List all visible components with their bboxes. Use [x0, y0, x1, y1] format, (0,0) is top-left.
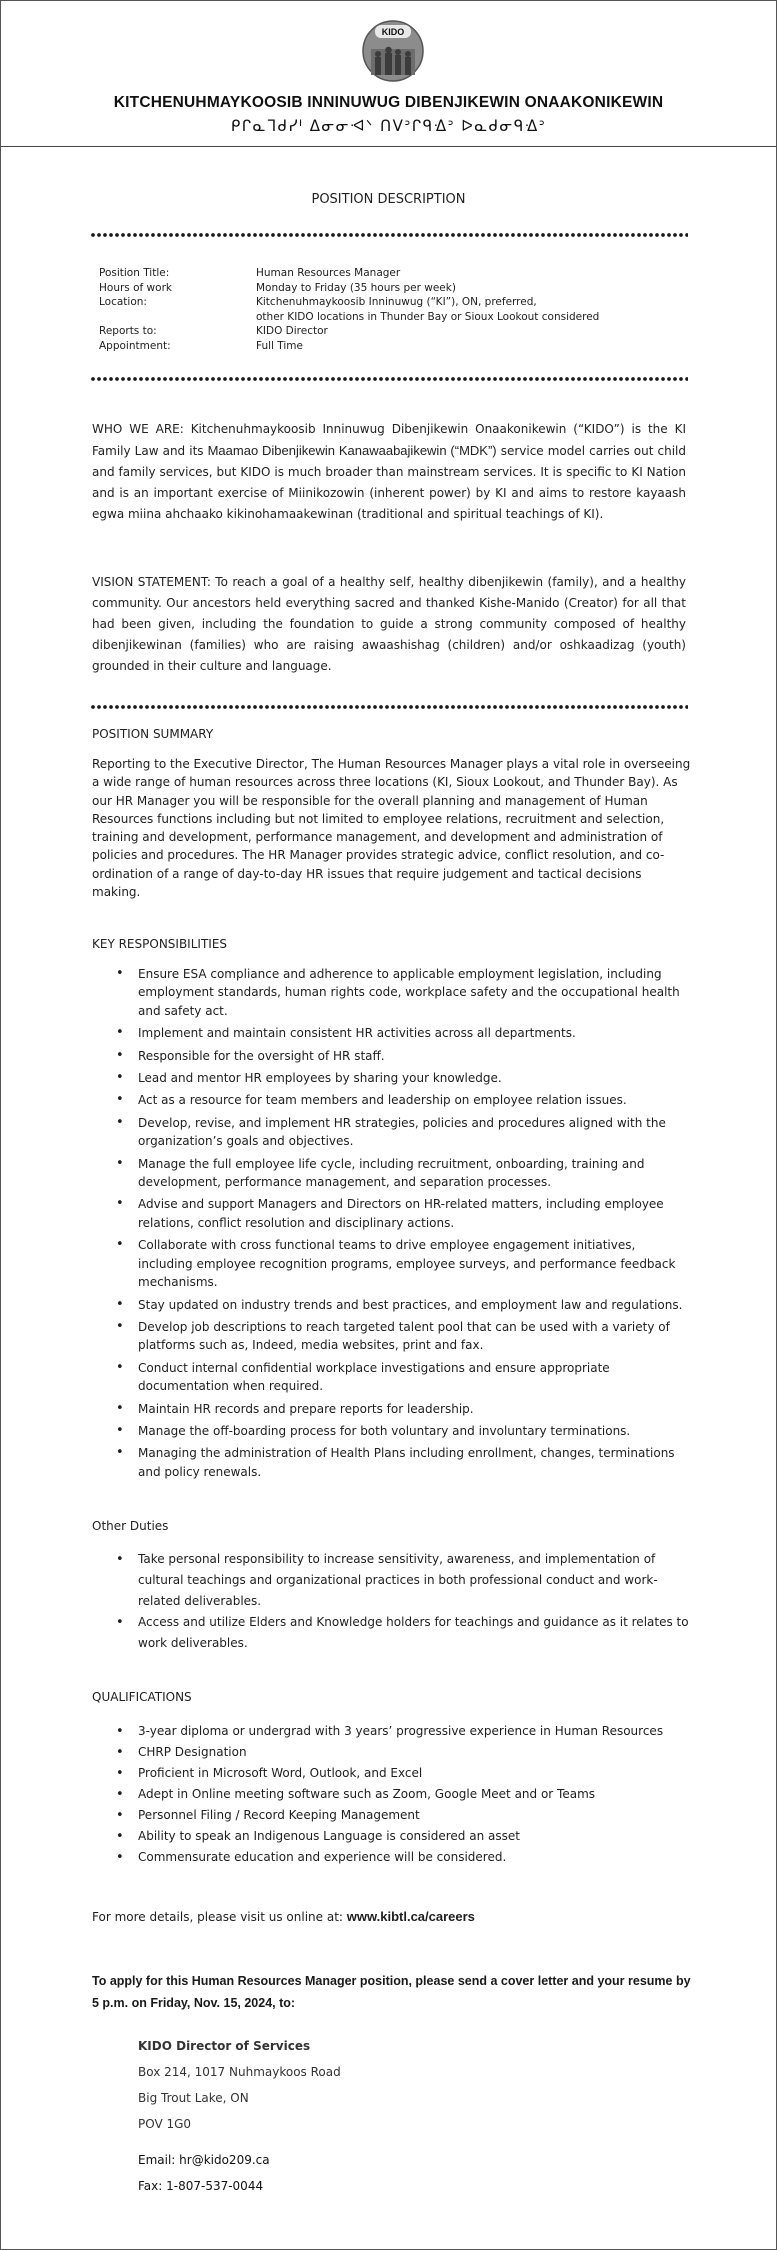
- dotted-divider: [90, 705, 688, 709]
- other-duties-heading: Other Duties: [92, 1519, 169, 1533]
- info-label: Reports to:: [99, 325, 157, 337]
- apply-instructions: To apply for this Human Resources Manager position, please send a cover letter and your resume by 5 p.m. on Friday, Nov. 15, 2024, to:: [92, 1974, 691, 2010]
- position-info-table: [99, 266, 636, 353]
- list-item: • Ensure ESA compliance and adherence to applicable employment legislation, including employment standards, human rights code, workplace safety and the occupational health and safety act.: [92, 965, 692, 1020]
- vision-label: VISION STATEMENT: [92, 575, 207, 589]
- info-label: Position Title:: [99, 267, 170, 279]
- document-title: POSITION DESCRIPTION: [311, 192, 466, 207]
- info-value: Kitchenuhmaykoosib Inninuwug (“KI”), ON, preferred,: [256, 296, 537, 308]
- list-item: • Commensurate education and experience will be considered.: [92, 1847, 692, 1868]
- list-item: • Lead and mentor HR employees by sharing your knowledge.: [92, 1069, 692, 1087]
- list-item: • 3-year diploma or undergrad with 3 years’ progressive experience in Human Resources: [92, 1721, 692, 1742]
- organization-name-syllabics: ᑭᒋᓇᒣᑯᓯᑊ ᐃᓂᓂᐗᐠ ᑎᐯᐣᒋᑫᐎᐣ ᐅᓇᑯᓂᑫᐎᐣ: [230, 117, 547, 135]
- who-we-are-text: Kitchenuhmaykoosib Inninuwug Dibenjikewin Onaakonikewin (“KIDO”) is the KI Family Law and its: [92, 422, 686, 458]
- info-value: Human Resources Manager: [256, 267, 401, 279]
- qualifications-list: [92, 1721, 692, 1868]
- list-item: • Develop job descriptions to reach targeted talent pool that can be used with a variety of platforms such as, Indeed, media websites, print and fax.: [92, 1318, 692, 1355]
- vision-paragraph: [92, 572, 686, 677]
- dotted-divider: [90, 233, 688, 237]
- list-item: • Advise and support Managers and Directors on HR-related matters, including employee relations, conflict resolution and disciplinary actions.: [92, 1195, 692, 1232]
- svg-text:KIDO: KIDO: [381, 27, 405, 37]
- list-item: • CHRP Designation: [92, 1742, 692, 1763]
- info-value: Full Time: [256, 339, 303, 352]
- organization-name: KITCHENUHMAYKOOSIB INNINUWUG DIBENJIKEWIN ONAAKONIKEWIN: [113, 94, 664, 111]
- responsibilities-heading: KEY RESPONSIBILITIES: [92, 937, 228, 951]
- info-row: [99, 266, 636, 281]
- list-item: • Manage the full employee life cycle, including recruitment, onboarding, training and development, performance management, and separation processes.: [92, 1155, 692, 1192]
- careers-link[interactable]: www.kibtl.ca/careers: [346, 1909, 475, 1924]
- more-details-text: For more details, please visit us online at:: [92, 1910, 347, 1924]
- list-item: • Adept in Online meeting software such as Zoom, Google Meet and or Teams: [92, 1784, 692, 1805]
- address-name: KIDO Director of Services: [138, 2039, 311, 2053]
- info-row: [99, 339, 636, 354]
- who-we-are-text-cont: service model carries out child and family services, but KIDO is much broader than mainstream services. It is specific to KI Nation and is an important exercise of Miinikozowin (inherent power) by KI and aims to restore kayaash egwa miina ahchaako kikinohamaakewinan (traditional and spiritual teachings of KI).: [92, 444, 687, 521]
- summary-text: Reporting to the Executive Director, The Human Resources Manager plays a vital role in overseeing a wide range of human resources across three locations (KI, Sioux Lookout, and Thunder Bay). As our HR Manager you will be responsible for the overall planning and management of Human Resources functions including but not limited to employee relations, recruitment and selection, training and development, performance management, and development and administration of policies and procedures. The HR Manager provides strategic advice, conflict resolution, and co-ordination of a range of day-to-day HR issues that require judgement and tactical decisions making.: [92, 757, 691, 900]
- who-we-are-label: WHO WE ARE:: [92, 422, 184, 436]
- dotted-divider: [90, 377, 688, 381]
- list-item: • Personnel Filing / Record Keeping Management: [92, 1805, 692, 1826]
- info-row: [99, 281, 636, 296]
- summary-heading: POSITION SUMMARY: [92, 727, 214, 741]
- address-line: Big Trout Lake, ON: [138, 2091, 249, 2105]
- letterhead: [1, 1, 776, 147]
- info-value: Monday to Friday (35 hours per week): [256, 281, 456, 294]
- email-address[interactable]: Email: hr@kido209.ca: [138, 2153, 270, 2167]
- list-item: • Ability to speak an Indigenous Language is considered an asset: [92, 1826, 692, 1847]
- list-item: • Responsible for the oversight of HR staff.: [92, 1047, 692, 1065]
- list-item: • Maintain HR records and prepare reports for leadership.: [92, 1400, 692, 1418]
- responsibilities-list: [92, 965, 692, 1485]
- address-line: POV 1G0: [138, 2117, 192, 2131]
- fax-number: Fax: 1-807-537-0044: [138, 2179, 264, 2193]
- qualifications-heading: QUALIFICATIONS: [92, 1690, 192, 1704]
- mailing-address: [138, 2033, 341, 2137]
- info-label: Appointment:: [99, 339, 171, 352]
- info-value: KIDO Director: [256, 325, 328, 337]
- list-item: • Implement and maintain consistent HR activities across all departments.: [92, 1024, 692, 1042]
- list-item: • Proficient in Microsoft Word, Outlook, and Excel: [92, 1763, 692, 1784]
- info-row: [99, 295, 636, 310]
- vision-text: : To reach a goal of a healthy self, healthy dibenjikewin (family), and a healthy community. Our ancestors held everything sacred and thanked Kishe-Manido (Creator) for all that had been given, including the foundation to guide a strong community composed of healthy dibenjikewinan (families) who are raising awaashishag (children) and/or oshkaadizag (youth) grounded in their culture and language.: [92, 575, 686, 673]
- info-label: Location:: [99, 296, 147, 308]
- info-value: other KIDO locations in Thunder Bay or Sioux Lookout considered: [256, 310, 600, 323]
- address-line: Box 214, 1017 Nuhmaykoos Road: [138, 2065, 341, 2079]
- info-row: [99, 310, 636, 325]
- list-item: • Act as a resource for team members and leadership on employee relation issues.: [92, 1091, 692, 1109]
- kido-logo: [361, 19, 425, 89]
- info-label: Hours of work: [99, 281, 172, 294]
- list-item: • Stay updated on industry trends and best practices, and employment law and regulations.: [92, 1296, 692, 1314]
- list-item: • Managing the administration of Health Plans including enrollment, changes, terminations and policy renewals.: [92, 1444, 692, 1481]
- mdk-name: Maamao Dibenjikewin Kanawaabajikewin (“MDK”): [207, 443, 497, 458]
- list-item: • Take personal responsibility to increase sensitivity, awareness, and implementation of cultural teachings and organizational practices in both professional conduct and work-related deliverables.: [92, 1549, 692, 1612]
- other-duties-list: [92, 1549, 692, 1654]
- list-item: • Conduct internal confidential workplace investigations and ensure appropriate documentation when required.: [92, 1359, 692, 1396]
- list-item: • Collaborate with cross functional teams to drive employee engagement initiatives, including employee recognition programs, employee surveys, and performance feedback mechanisms.: [92, 1236, 692, 1291]
- more-details-line: [92, 1909, 475, 1924]
- info-row: [99, 324, 636, 339]
- list-item: • Manage the off-boarding process for both voluntary and involuntary terminations.: [92, 1422, 692, 1440]
- who-we-are-paragraph: [92, 419, 686, 525]
- info-label: [99, 310, 256, 325]
- list-item: • Access and utilize Elders and Knowledge holders for teachings and guidance as it relates to work deliverables.: [92, 1612, 692, 1654]
- contact-info: [138, 2147, 270, 2199]
- list-item: • Develop, revise, and implement HR strategies, policies and procedures aligned with the organization’s goals and objectives.: [92, 1114, 692, 1151]
